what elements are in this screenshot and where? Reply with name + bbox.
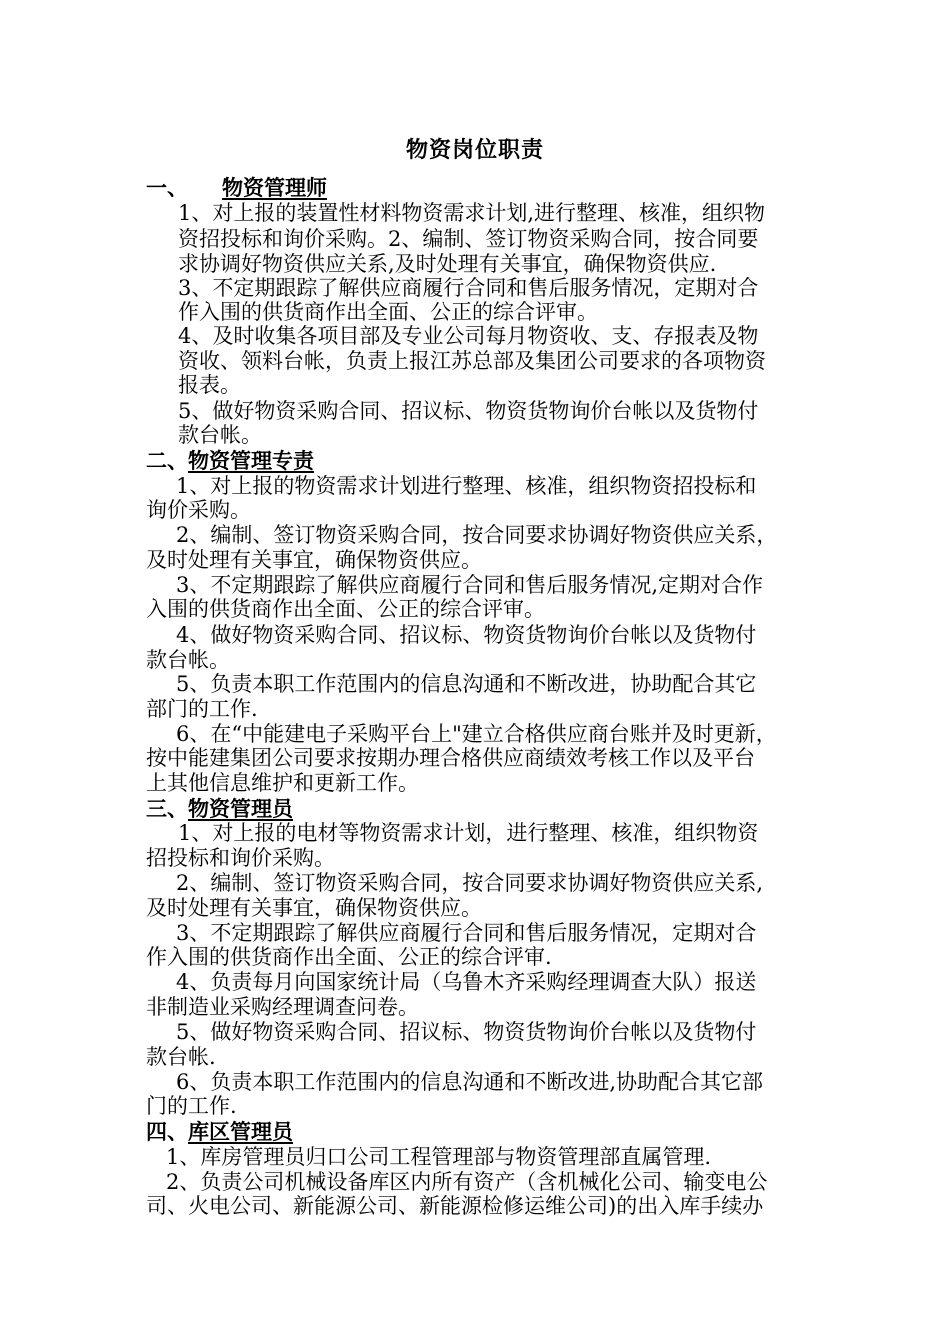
- body-line: 部门的工作.: [146, 697, 258, 721]
- body-line: 资招投标和询价采购。2、编制、签订物资采购合同，按合同要: [178, 227, 759, 251]
- body-line: 4、做好物资采购合同、招议标、物资货物询价台帐以及货物付: [176, 623, 757, 647]
- body-line: 6、负责本职工作范围内的信息沟通和不断改进,协助配合其它部: [176, 1070, 764, 1094]
- section-title: 库区管理员: [188, 1119, 293, 1144]
- section-number: 二、: [146, 448, 188, 473]
- body-line: 1、库房管理员归口公司工程管理部与物资管理部直属管理.: [166, 1145, 712, 1169]
- body-line: 款台帐。: [146, 648, 230, 672]
- body-line: 5、做好物资采购合同、招议标、物资货物询价台帐以及货物付: [176, 1020, 757, 1044]
- body-line: 6、在“中能建电子采购平台上"建立合格供应商台账并及时更新，: [176, 722, 777, 746]
- body-line: 3、不定期跟踪了解供应商履行合同和售后服务情况，定期对合: [178, 276, 759, 300]
- section-title: 物资管理员: [188, 796, 293, 821]
- body-line: 款台帐。: [178, 423, 262, 447]
- body-line: 3、不定期跟踪了解供应商履行合同和售后服务情况，定期对合: [176, 921, 757, 945]
- body-line: 招投标和询价采购。: [146, 846, 335, 870]
- body-line: 1、对上报的物资需求计划进行整理、核准，组织物资招投标和: [176, 474, 757, 498]
- section-heading-3: [146, 796, 293, 822]
- body-line: 司、火电公司、新能源公司、新能源检修运维公司)的出入库手续办: [146, 1194, 764, 1218]
- body-line: 资收、领料台帐，负责上报江苏总部及集团公司要求的各项物资: [178, 349, 766, 373]
- body-line: 4、及时收集各项目部及专业公司每月物资收、支、存报表及物: [178, 324, 759, 348]
- body-line: 求协调好物资供应关系,及时处理有关事宜，确保物资供应.: [178, 252, 717, 276]
- body-line: 4、负责每月向国家统计局（乌鲁木齐采购经理调查大队）报送: [176, 970, 757, 994]
- body-line: 作入围的供货商作出全面、公正的综合评审.: [146, 945, 552, 969]
- body-line: 2、编制、签订物资采购合同，按合同要求协调好物资供应关系，: [176, 523, 778, 547]
- body-line: 2、负责公司机械设备库区内所有资产（含机械化公司、输变电公: [166, 1170, 768, 1194]
- body-line: 按中能建集团公司要求按期办理合格供应商绩效考核工作以及平台: [146, 746, 755, 770]
- body-line: 1、对上报的电材等物资需求计划，进行整理、核准，组织物资: [178, 821, 759, 845]
- section-heading-2: [146, 448, 314, 474]
- body-line: 5、做好物资采购合同、招议标、物资货物询价台帐以及货物付: [178, 399, 759, 423]
- body-line: 作入围的供货商作出全面、公正的综合评审。: [178, 300, 598, 324]
- body-line: 上其他信息维护和更新工作。: [146, 771, 419, 795]
- body-line: 及时处理有关事宜，确保物资供应。: [146, 896, 482, 920]
- body-line: 2、编制、签订物资采购合同，按合同要求协调好物资供应关系,: [176, 871, 764, 895]
- body-line: 1、对上报的装置性材料物资需求计划,进行整理、核准，组织物: [178, 201, 766, 225]
- section-title: 物资管理专责: [188, 448, 314, 473]
- section-number: 三、: [146, 796, 188, 821]
- body-line: 报表。: [178, 373, 241, 397]
- section-title: 物资管理师: [222, 175, 327, 200]
- section-number: 一、: [146, 175, 188, 200]
- body-line: 款台帐.: [146, 1045, 216, 1069]
- section-number: 四、: [146, 1119, 188, 1144]
- body-line: 入围的供货商作出全面、公正的综合评审。: [146, 597, 545, 621]
- body-line: 非制造业采购经理调查问卷。: [146, 995, 419, 1019]
- body-line: 门的工作.: [146, 1094, 237, 1118]
- body-line: 询价采购。: [146, 498, 251, 522]
- body-line: 5、负责本职工作范围内的信息沟通和不断改进，协助配合其它: [176, 672, 757, 696]
- body-line: 3、不定期跟踪了解供应商履行合同和售后服务情况,定期对合作: [176, 573, 764, 597]
- page-title: 物资岗位职责: [405, 137, 544, 163]
- section-heading-1: [146, 175, 327, 201]
- body-line: 及时处理有关事宜，确保物资供应。: [146, 548, 482, 572]
- section-heading-4: [146, 1119, 293, 1145]
